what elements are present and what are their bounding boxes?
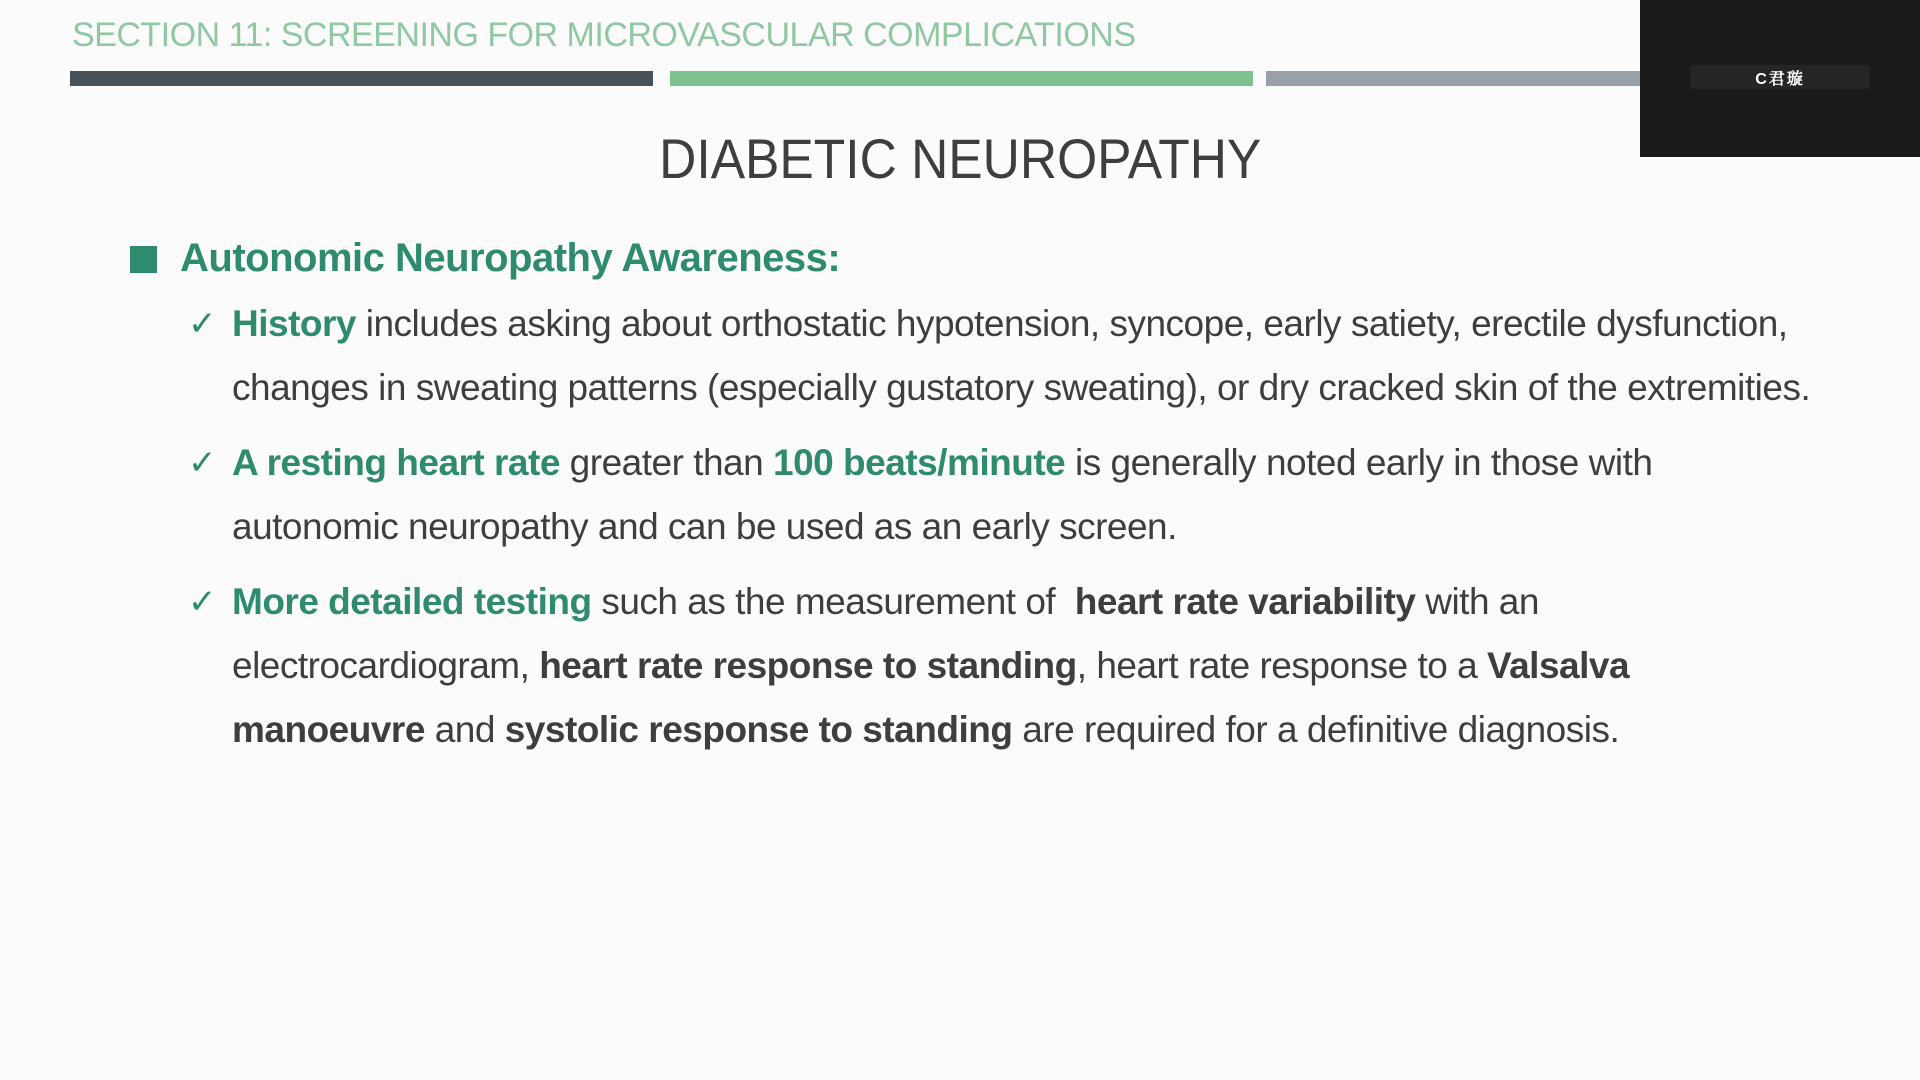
heading-row — [130, 236, 840, 281]
bullet-item — [188, 292, 1828, 420]
square-bullet-icon — [130, 246, 157, 273]
text-run: , heart rate response to a — [1076, 645, 1487, 686]
text-run: and — [424, 709, 505, 750]
section-header: SECTION 11: SCREENING FOR MICROVASCULAR COMPLICATIONS — [72, 16, 1136, 54]
text-run: heart rate variability — [1074, 581, 1416, 622]
heading-text: Autonomic Neuropathy Awareness: — [180, 236, 841, 280]
bullet-text — [232, 570, 1828, 762]
text-run: includes asking about orthostatic hypotension, syncope, early satiety, erectile dysfunction, changes in sweating patterns (especially gustatory sweating), or dry cracked skin of the extremities. — [232, 303, 1811, 408]
text-run: with an electrocardiogram, — [232, 581, 1549, 686]
bullet-item — [188, 431, 1828, 559]
header-divider-bar — [0, 71, 1920, 86]
divider-segment-dark — [70, 71, 653, 86]
checkmark-icon: ✓ — [188, 444, 217, 482]
text-run: 100 beats/minute — [773, 442, 1066, 483]
text-run: systolic response to standing — [504, 709, 1013, 750]
text-run: Valsalva manoeuvre — [232, 645, 1639, 750]
bullet-text — [232, 292, 1828, 420]
bullet-text — [232, 431, 1828, 559]
bullet-list — [188, 292, 1828, 773]
text-run: More detailed testing — [232, 581, 592, 622]
text-run: heart rate response to standing — [539, 645, 1077, 686]
participant-video-tile[interactable] — [1640, 0, 1920, 157]
divider-segment-green — [670, 71, 1253, 86]
bullet-item — [188, 570, 1828, 762]
slide-title: DIABETIC NEUROPATHY — [658, 127, 1262, 190]
text-run: History — [232, 303, 356, 344]
text-run: is generally noted early in those with autonomic neuropathy and can be used as an early screen. — [232, 442, 1663, 547]
participant-name: C君璇 — [1755, 70, 1805, 88]
participant-name-badge — [1690, 65, 1870, 89]
checkmark-icon: ✓ — [188, 305, 217, 343]
title-container — [0, 126, 1920, 191]
checkmark-icon: ✓ — [188, 583, 217, 621]
text-run: A resting heart rate — [232, 442, 560, 483]
text-run: such as the measurement of — [591, 581, 1075, 622]
text-run: greater than — [559, 442, 773, 483]
text-run: are required for a definitive diagnosis. — [1012, 709, 1620, 750]
